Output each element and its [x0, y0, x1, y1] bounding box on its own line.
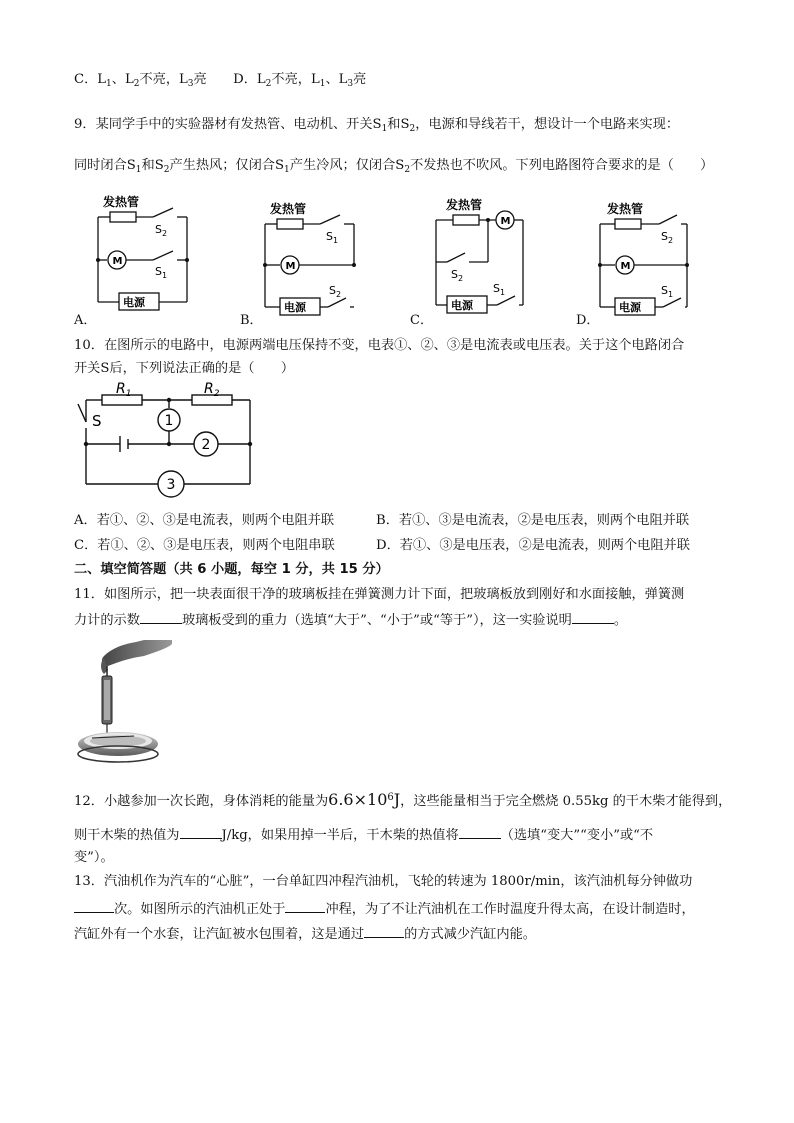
- q13-stem-line2: 次。如图所示的汽油机正处于 冲程，为了不让汽油机在工作时温度升得太高，在设计制造时，: [74, 898, 695, 920]
- q12-blank-2[interactable]: [459, 824, 501, 839]
- q9-circuit-c: [433, 195, 533, 317]
- section-2-heading: 二、填空简答题（共 6 小题，每空 1 分，共 15 分）: [74, 562, 389, 577]
- q10-circuit: [72, 381, 262, 502]
- q12-stem-line2: 则干木柴的热值为 J/kg，如果用掉一半后，干木柴的热值将 （选填“变大”“变小”或“不: [74, 824, 653, 846]
- q12-stem-line1: 12．小越参加一次长跑，身体消耗的能量为$6.6\times 10^6J$，这些能量相当于完全燃烧 0.55kg 的干木柴才能得到，: [74, 790, 732, 809]
- switch-label-s1: $S_1$: [493, 282, 506, 297]
- switch-label-s2: $S_2$: [661, 230, 674, 245]
- q13-blank-1[interactable]: [74, 898, 114, 913]
- switch-label-s1: $S_1$: [155, 265, 168, 280]
- q9-option-b[interactable]: B．: [240, 313, 263, 328]
- q9-circuit-d: [597, 202, 697, 324]
- q9-circuit-b: [262, 202, 362, 324]
- q9-circuit-a: [95, 192, 195, 314]
- r2-label: $R_2$: [204, 381, 220, 399]
- heater-label: 发热管: [446, 198, 483, 212]
- heater-label: 发热管: [607, 202, 644, 216]
- motor-icon: M: [620, 261, 631, 272]
- motor-icon: M: [285, 261, 296, 272]
- meter-1-label: 1: [164, 413, 174, 429]
- switch-label-s1: $S_1$: [661, 284, 674, 299]
- q10-option-a[interactable]: A．若①、②、③是电流表，则两个电阻并联: [74, 513, 335, 528]
- q12-blank-1[interactable]: [180, 824, 222, 839]
- q11-blank-1[interactable]: [140, 609, 182, 624]
- q10-option-c[interactable]: C．若①、②、③是电压表，则两个电阻串联: [74, 538, 335, 553]
- q9-stem-line1: 9．某同学手中的实验器材有发热管、电动机、开关$S_1$和$S_2$，电源和导线若干，想设计一个电路来实现：: [74, 117, 680, 134]
- switch-label: S: [92, 412, 102, 430]
- meter-3-label: 3: [166, 477, 176, 493]
- q10-option-b[interactable]: B．若①、③是电流表，②是电压表，则两个电阻并联: [376, 513, 690, 528]
- switch-label-s1: $S_1$: [326, 230, 339, 245]
- q13-blank-3[interactable]: [364, 923, 404, 938]
- q11-blank-2[interactable]: [572, 609, 614, 624]
- q9-option-d[interactable]: D．: [576, 313, 600, 328]
- motor-icon: M: [500, 216, 511, 227]
- q8-option-c: C．$L_1$、$L_2$不亮，$L_3$亮: [74, 72, 207, 89]
- spring-scale-photo: [74, 640, 174, 765]
- q13-stem-line1: 13．汽油机作为汽车的“心脏”，一台单缸四冲程汽油机，飞轮的转速为 1800r/min，该汽油机每分钟做功: [74, 874, 693, 889]
- source-label: 电源: [284, 301, 306, 314]
- q11-stem-line2: 力计的示数 玻璃板受到的重力（选填“大于”、“小于”或“等于”），这一实验说明 。: [74, 609, 627, 631]
- switch-label-s2: $S_2$: [451, 268, 464, 283]
- q9-option-c[interactable]: C．: [410, 313, 433, 328]
- q9-option-a[interactable]: A．: [74, 313, 97, 328]
- r1-label: $R_1$: [116, 381, 132, 399]
- q10-stem-line2: 开关S后，下列说法正确的是（ ）: [74, 361, 295, 376]
- source-label: 电源: [123, 296, 145, 309]
- q9-stem-line2: 同时闭合$S_1$和$S_2$产生热风；仅闭合$S_1$产生冷风；仅闭合$S_2$不发热也不吹风。下列电路图符合要求的是（ ）: [74, 158, 714, 175]
- q10-option-d[interactable]: D．若①、③是电压表，②是电流表，则两个电阻并联: [376, 538, 690, 553]
- heater-label: 发热管: [270, 202, 307, 216]
- source-label: 电源: [619, 301, 641, 314]
- switch-label-s2: $S_2$: [329, 284, 342, 299]
- source-label: 电源: [451, 299, 473, 312]
- q13-stem-line3: 汽缸外有一个水套，让汽缸被水包围着，这是通过 的方式减少汽缸内能。: [74, 923, 536, 945]
- motor-icon: M: [112, 256, 123, 267]
- q11-stem-line1: 11．如图所示，把一块表面很干净的玻璃板挂在弹簧测力计下面，把玻璃板放到刚好和水面接触，弹簧测: [74, 587, 685, 602]
- switch-label-s2: $S_2$: [155, 223, 168, 238]
- q13-blank-2[interactable]: [285, 898, 325, 913]
- heater-label: 发热管: [103, 195, 140, 209]
- meter-2-label: 2: [201, 437, 211, 453]
- q8-option-d: D．$L_2$不亮，$L_1$、$L_3$亮: [233, 72, 367, 89]
- q12-stem-line3: 变”）。: [74, 850, 114, 865]
- q10-stem-line1: 10．在图所示的电路中，电源两端电压保持不变，电表①、②、③是电流表或电压表。关于这个电路闭合: [74, 338, 685, 353]
- q8-options-cd: [74, 70, 366, 90]
